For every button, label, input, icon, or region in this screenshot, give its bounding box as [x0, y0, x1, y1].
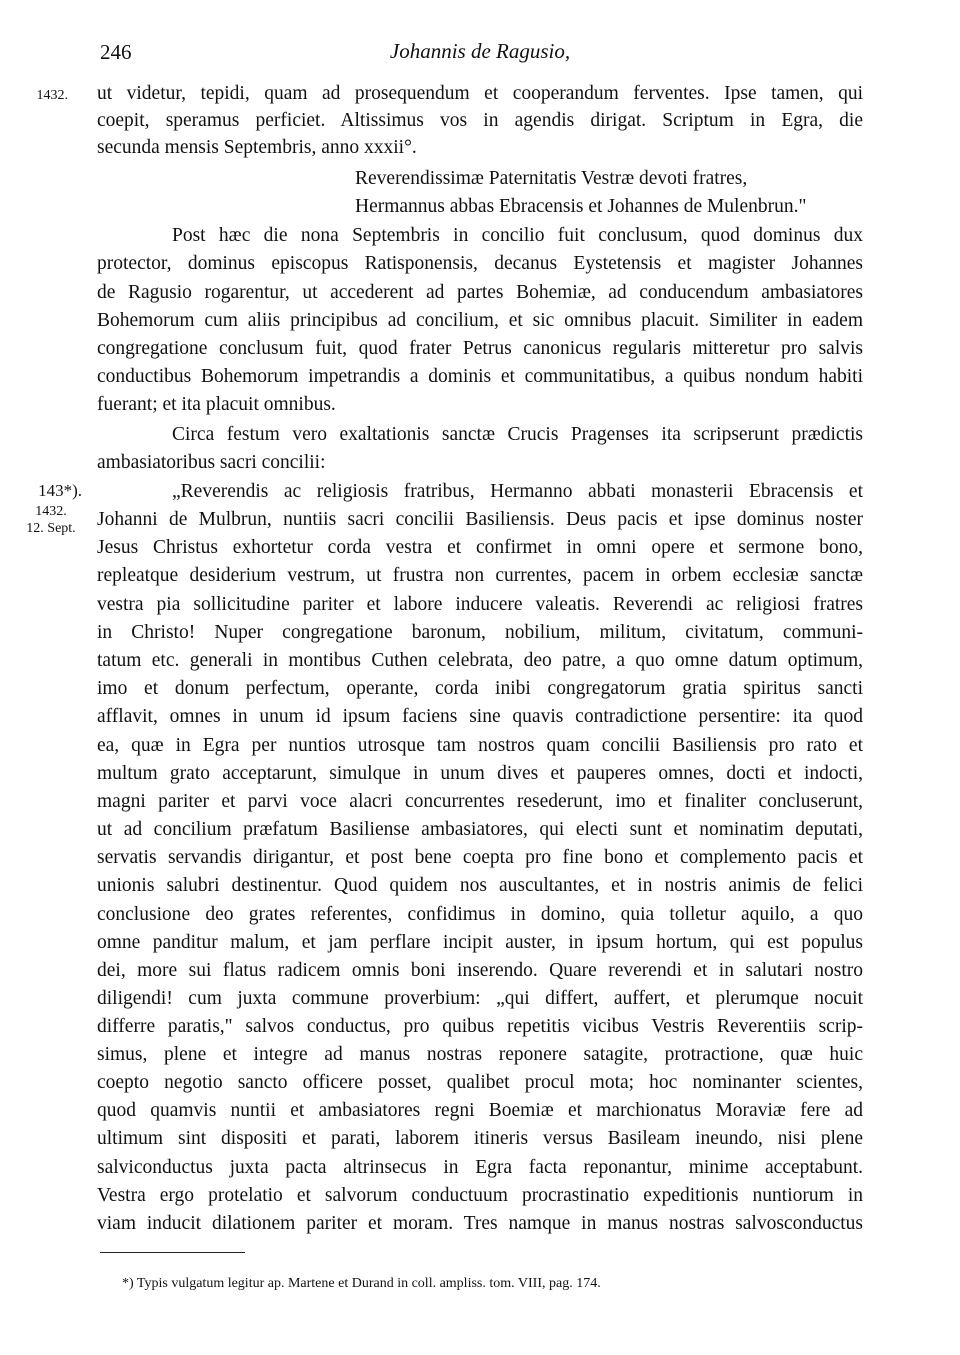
text-line: ut ad concilium præfatum Basiliense ambasiatores, qui electi sunt et nominatim deputati, [97, 819, 863, 840]
text-line: viam inducit dilationem pariter et moram. Tres namque in manus nostras salvosconductus [97, 1213, 863, 1234]
margin-year-top: 1432. [36, 88, 68, 103]
text-line: repleatque desiderium vestrum, ut frustra non currentes, pacem in orbem ecclesiæ sanctæ [97, 565, 863, 586]
text-line: salviconductus juxta pacta altrinsecus in Egra facta reponantur, minime acceptabunt. [97, 1157, 863, 1178]
footnote-rule [100, 1252, 245, 1253]
running-title: Johannis de Ragusio, [389, 39, 571, 63]
text-line: Circa festum vero exaltationis sanctæ Crucis Pragenses ita scripserunt prædictis [172, 424, 863, 445]
text-line: ea, quæ in Egra per nuntios utrosque tam nostros quam concilii Basiliensis pro rato et [97, 735, 863, 756]
text-line: simus, plene et integre ad manus nostras reponere satagite, protractione, quæ huic [97, 1044, 863, 1065]
text-line: unionis salubri destinentur. Quod quidem nos auscultantes, et in nostris animis de felici [97, 875, 863, 896]
text-line: congregatione conclusum fuit, quod frater Petrus canonicus regularis mitteretur pro salvis [97, 338, 863, 359]
text-line: dei, more sui flatus radicem omnis boni inserendo. Quare reverendi et in salutari nostro [97, 960, 863, 981]
text-line: conclusione deo grates referentes, confidimus in domino, quia tolletur aquilo, a quo [97, 904, 863, 925]
text-line: „Reverendis ac religiosis fratribus, Hermanno abbati monasterii Ebracensis et [172, 481, 863, 502]
text-line: ultimum sint dispositi et parati, laborem itineris versus Basileam ineundo, nisi plene [97, 1128, 863, 1149]
text-line: diligendi! cum juxta commune proverbium: „qui differt, auffert, et plerumque nocuit [97, 988, 863, 1009]
text-line: Bohemorum cum aliis principibus ad concilium, et sic omnibus placuit. Similiter in eadem [97, 310, 863, 331]
text-line: Jesus Christus exhortetur corda vestra et confirmet in omni opere et sermone bono, [97, 537, 863, 558]
text-line: ambasiatoribus sacri concilii: [97, 452, 326, 473]
text-line: Vestra ergo protelatio et salvorum conductuum procrastinatio expeditionis nuntiorum in [97, 1185, 863, 1206]
text-line: tatum etc. generali in montibus Cuthen celebrata, deo patre, a quo omne datum optimum, [97, 650, 863, 671]
text-line: conductibus Bohemorum impetrandis a dominis et communitatibus, a quibus nondum habiti [97, 366, 863, 387]
margin-date: 12. Sept. [26, 521, 76, 536]
text-line: Reverendissimæ Paternitatis Vestræ devoti fratres, [355, 168, 748, 189]
page-number: 246 [100, 40, 132, 64]
text-line: servatis servandis dirigantur, et post bene coepta pro fine bono et complemento pacis et [97, 847, 863, 868]
text-line: omne panditur malum, et jam perflare incipit auster, in ipsum hortum, qui est populus [97, 932, 863, 953]
text-line: secunda mensis Septembris, anno xxxii°. [97, 137, 417, 158]
text-line: ut videtur, tepidi, quam ad prosequendum et cooperandum ferventes. Ipse tamen, qui [97, 83, 863, 104]
text-line: Hermannus abbas Ebracensis et Johannes de Mulenbrun." [355, 196, 807, 217]
margin-document-number: 143*). [38, 481, 82, 500]
margin-year-bottom: 1432. [35, 504, 67, 519]
text-line: multum grato acceptarunt, simulque in unum dives et pauperes omnes, docti et indocti, [97, 763, 863, 784]
text-line: Johanni de Mulbrun, nuntiis sacri concilii Basiliensis. Deus pacis et ipse dominus noster [97, 509, 863, 530]
text-line: coepto negotio sancto officere posset, qualibet procul mota; hoc nominanter scientes, [97, 1072, 863, 1093]
text-line: coepit, speramus perficiet. Altissimus vos in agendis dirigat. Scriptum in Egra, die [97, 110, 863, 131]
footnote: *) Typis vulgatum legitur ap. Martene et Durand in coll. ampliss. tom. VIII, pag. 174. [122, 1276, 601, 1291]
text-line: quod quamvis nuntii et ambasiatores regni Boemiæ et marchionatus Moraviæ fere ad [97, 1100, 863, 1121]
text-line: afflavit, omnes in unum id ipsum faciens sine quavis contradictione persentire: ita quod [97, 706, 863, 727]
text-line: magni pariter et parvi voce alacri concurrentes resederunt, imo et finaliter concluserunt, [97, 791, 863, 812]
text-line: vestra pia sollicitudine pariter et labore inducere valeatis. Reverendi ac religiosi fratres [97, 594, 863, 615]
text-line: protector, dominus episcopus Ratisponensis, decanus Eystetensis et magister Johannes [97, 253, 863, 274]
text-line: in Christo! Nuper congregatione baronum, nobilium, militum, civitatum, communi- [97, 622, 863, 643]
text-line: fuerant; et ita placuit omnibus. [97, 394, 336, 415]
text-line: imo et donum perfectum, operante, corda inibi congregatorum gratia spiritus sancti [97, 678, 863, 699]
text-line: differre paratis," salvos conductus, pro quibus repetitis vicibus Vestris Reverentiis scrip- [97, 1016, 863, 1037]
text-line: Post hæc die nona Septembris in concilio fuit conclusum, quod dominus dux [172, 225, 863, 246]
text-line: de Ragusio rogarentur, ut accederent ad partes Bohemiæ, ad conducendum ambasiatores [97, 282, 863, 303]
